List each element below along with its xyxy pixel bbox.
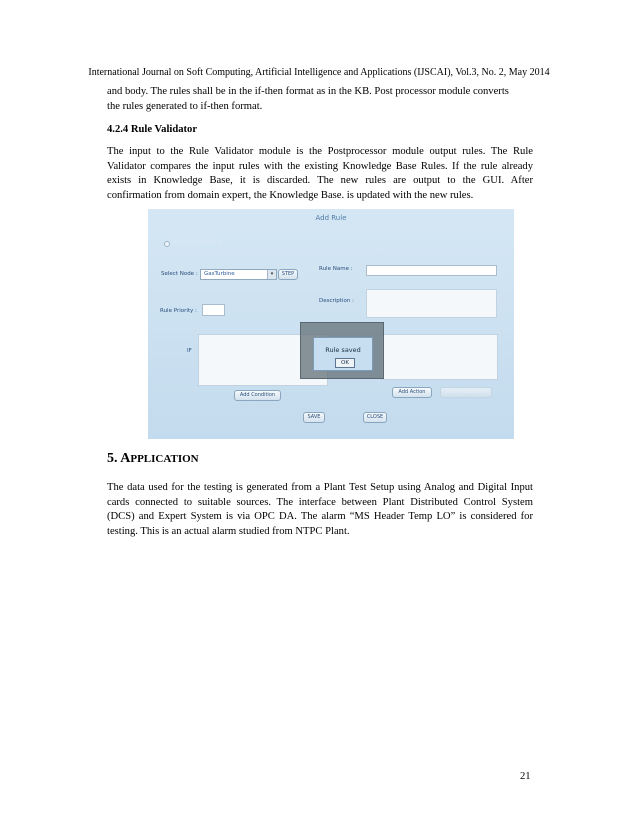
intro-paragraph [107,85,533,114]
rule-name-input[interactable] [366,265,497,276]
close-button[interactable]: CLOSE [363,412,387,423]
description-textarea[interactable] [366,289,497,318]
rule-name-label: Rule Name : [319,266,353,272]
running-header: International Journal on Soft Computing, Artificial Intelligence and Applications (IJSCAI), Vol.3, No. 2, May 2014 [88,67,550,78]
add-condition-button[interactable]: Add Condition [234,390,281,401]
text-line: testing. This is an actual alarm studied from NTPC Plant. [107,525,350,537]
add-action-button[interactable]: Add Action [392,387,432,398]
rule-validator-paragraph [107,145,533,203]
save-button[interactable]: SAVE [303,412,325,423]
text-line: and body. The rules shall be in the if-then format as in the KB. Post processor module converts [107,86,509,97]
ok-button[interactable]: OK [335,358,355,368]
heading-initial: A [120,451,131,466]
section-heading-rule-validator: 4.2.4 Rule Validator [107,124,198,135]
rule-priority-input[interactable] [202,304,225,316]
rule-priority-label: Rule Priority : [160,308,197,314]
chevron-down-icon[interactable]: ▾ [267,270,276,279]
delete-rule-label: DELETE RULE ? [172,239,222,246]
add-rule-screenshot [148,209,514,439]
dialog-body [313,337,373,371]
page-number: 21 [520,771,531,782]
select-node-value: GasTurbine [204,271,235,277]
delete-rule-radio[interactable] [164,241,170,247]
rule-saved-dialog [300,322,384,379]
heading-rest: PPLICATION [130,453,199,465]
text-line: Validator compares the input rules with the existing Knowledge Base Rules. If the rule already [107,160,533,172]
window-title: Add Rule [315,214,347,222]
text-line: cards connected to suitable sources. The interface between Plant Distributed Control System [107,496,533,508]
text-line: the rules generated to if-then format. [107,100,263,112]
text-line: exists in Knowledge Base, it is discarded. The new rules are output to the GUI. After [107,175,533,187]
disabled-button[interactable]: Add Expression [440,387,492,398]
description-label: Description : [319,298,354,304]
select-node-dropdown[interactable] [200,269,277,280]
section-heading-application [107,451,199,467]
if-label: IF [187,348,192,354]
select-node-label: Select Node : [161,271,198,277]
text-line: The data used for the testing is generated from a Plant Test Setup using Analog and Digital Input [107,482,533,493]
text-line: confirmation from domain expert, the Knowledge Base. is updated with the new rules. [107,189,474,201]
text-line: (DCS) and Expert System is via OPC DA. The alarm “MS Header Temp LO” is considered for [107,511,533,523]
heading-number: 5. [107,451,121,466]
step-button[interactable]: STEP [278,269,298,280]
then-actions-textarea[interactable] [381,334,498,380]
text-line: The input to the Rule Validator module is the Postprocessor module output rules. The Rule [107,146,533,157]
dialog-message: Rule saved [325,346,361,354]
application-paragraph [107,481,533,539]
